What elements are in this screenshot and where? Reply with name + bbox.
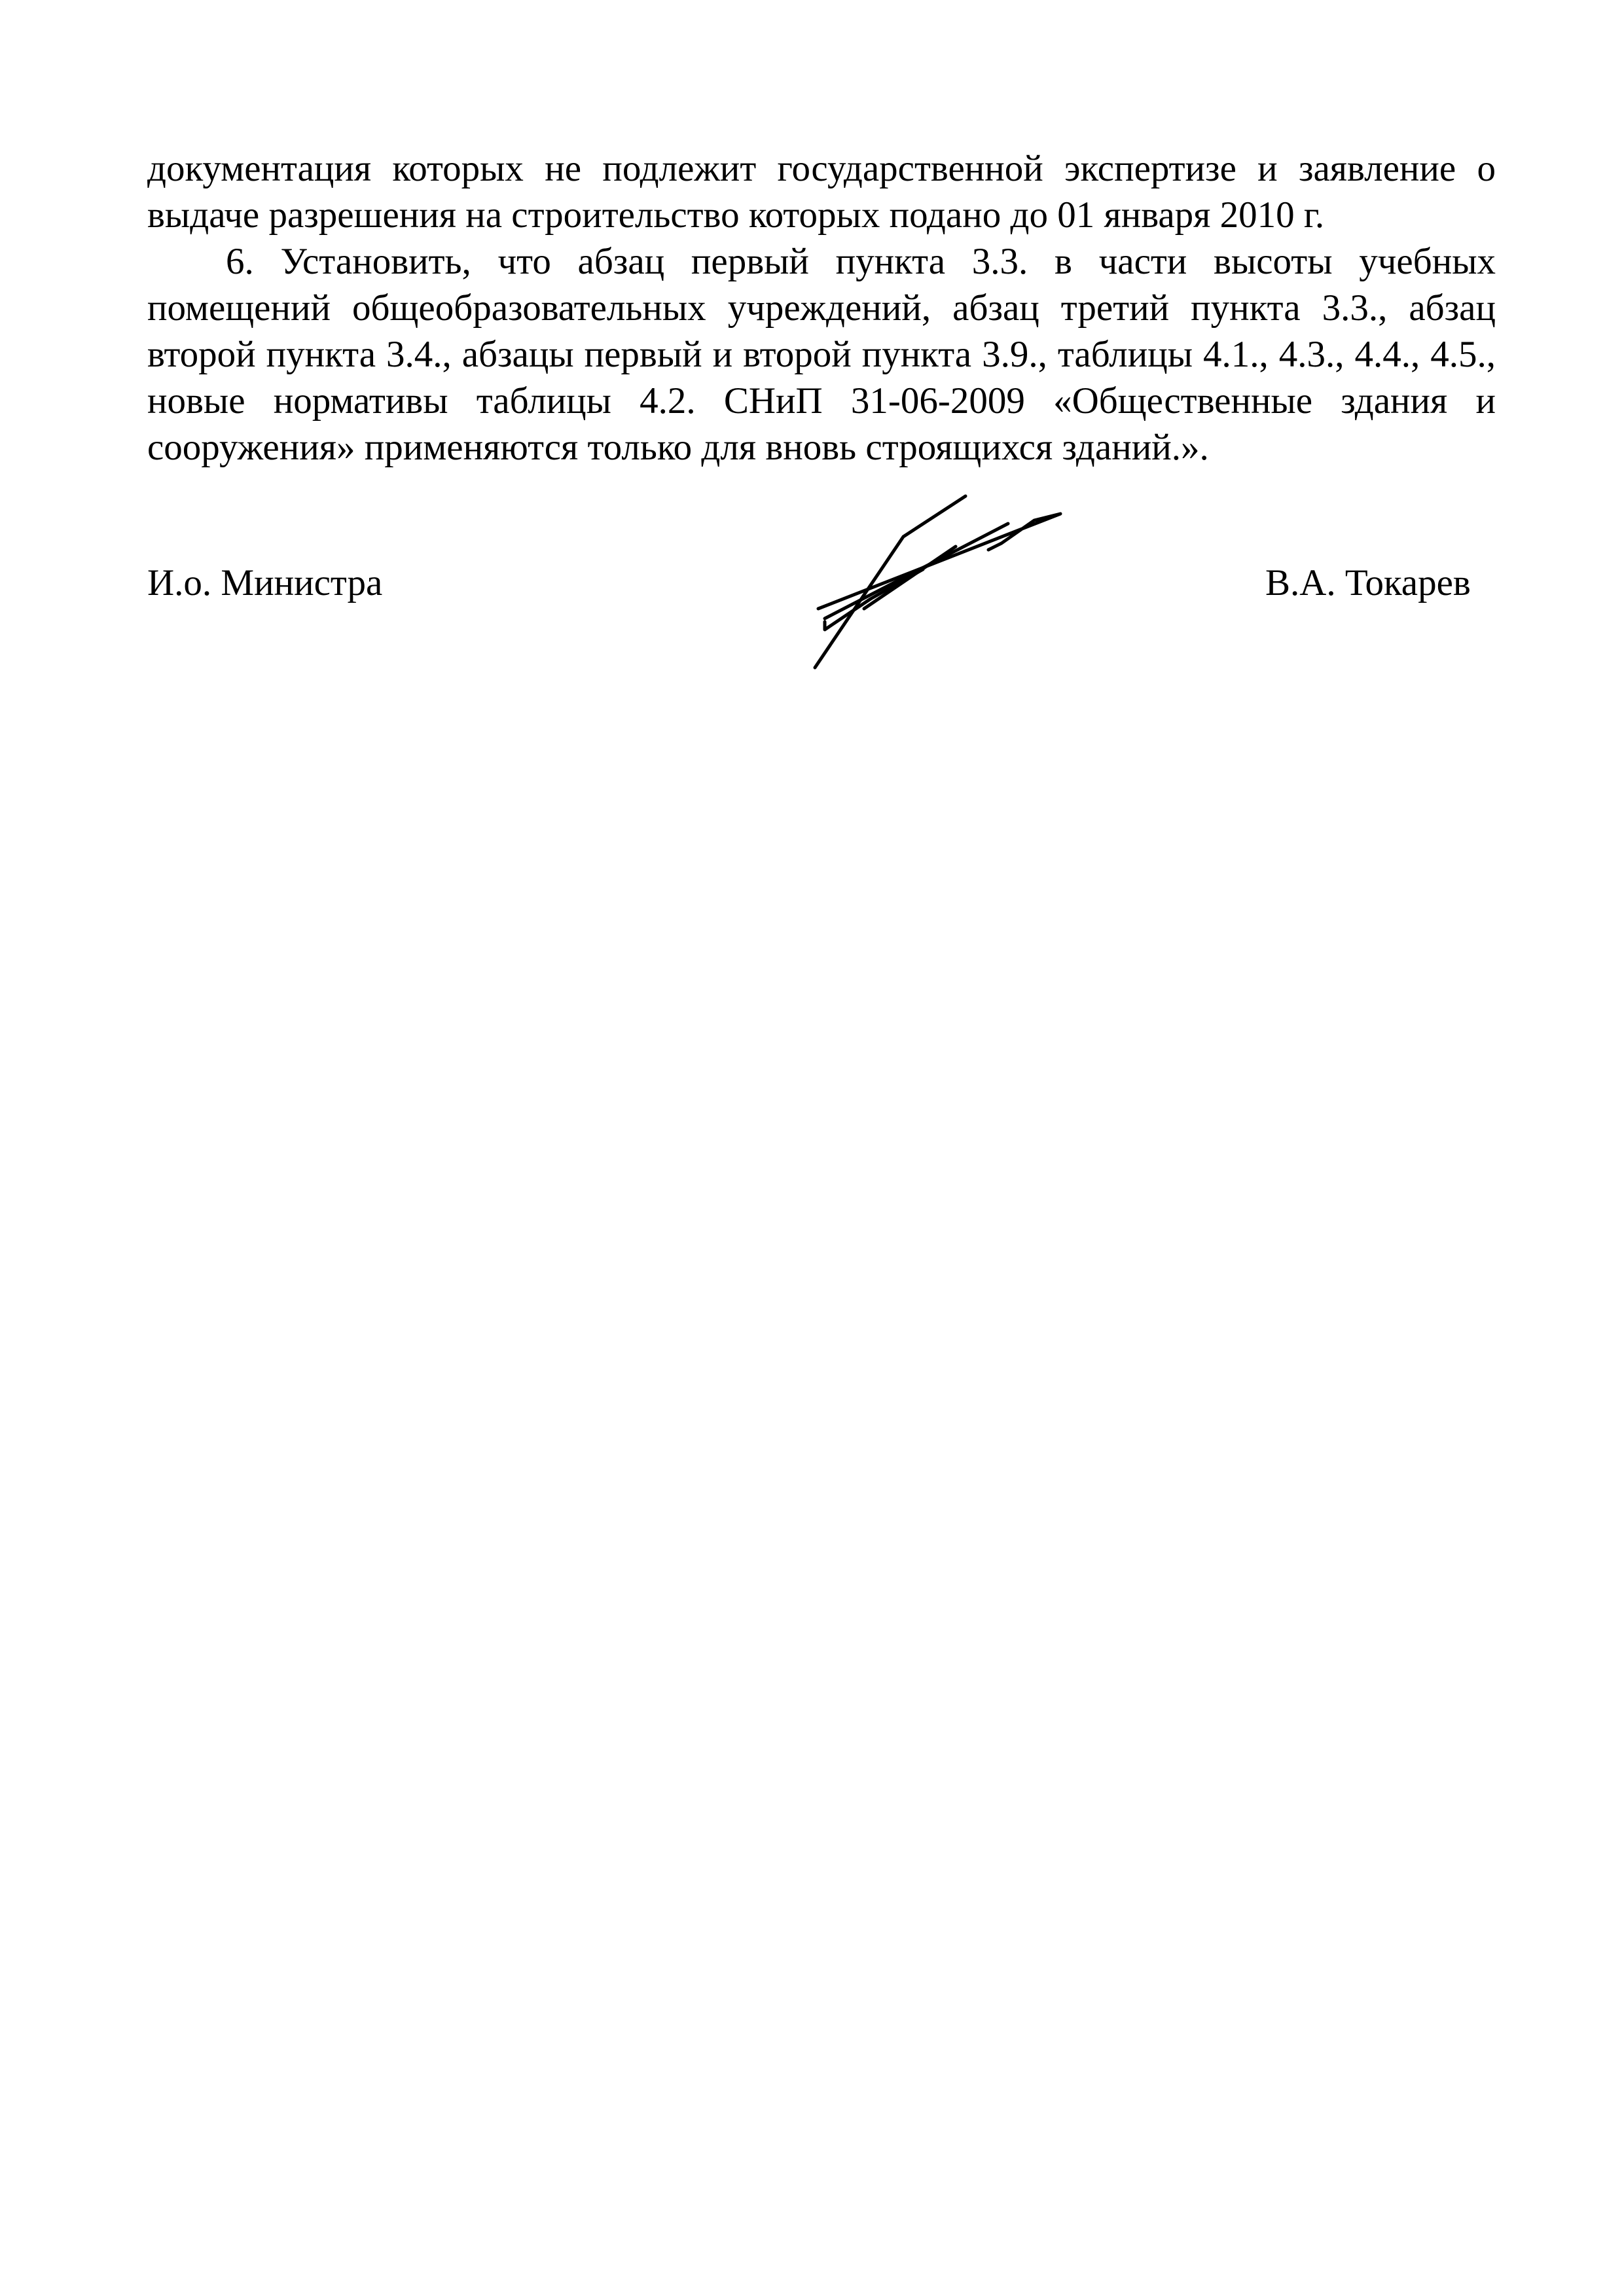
paragraph-continuation: документация которых не подлежит государственной экспертизе и заявление о выдаче разрешения на строительство которых подано до 01 января 2010 г. — [147, 148, 1496, 236]
paragraph-6: 6. Установить, что абзац первый пункта 3.3. в части высоты учебных помещений общеобразовательных учреждений, абзац третий пункта 3.3., абзац второй пункта 3.4., абзацы первый и второй пункта 3.9., таблицы 4.1., 4.3., 4.4., 4.5., новые нормативы таблицы 4.2. СНиП 31-06-2009 «Общественные здания и сооружения» применяются только для вновь строящихся зданий.». — [147, 241, 1496, 468]
document-body — [147, 145, 1496, 471]
signatory-name: В.А. Токарев — [1265, 562, 1471, 603]
signatory-position: И.о. Министра — [147, 562, 383, 603]
handwritten-signature — [805, 484, 1080, 674]
